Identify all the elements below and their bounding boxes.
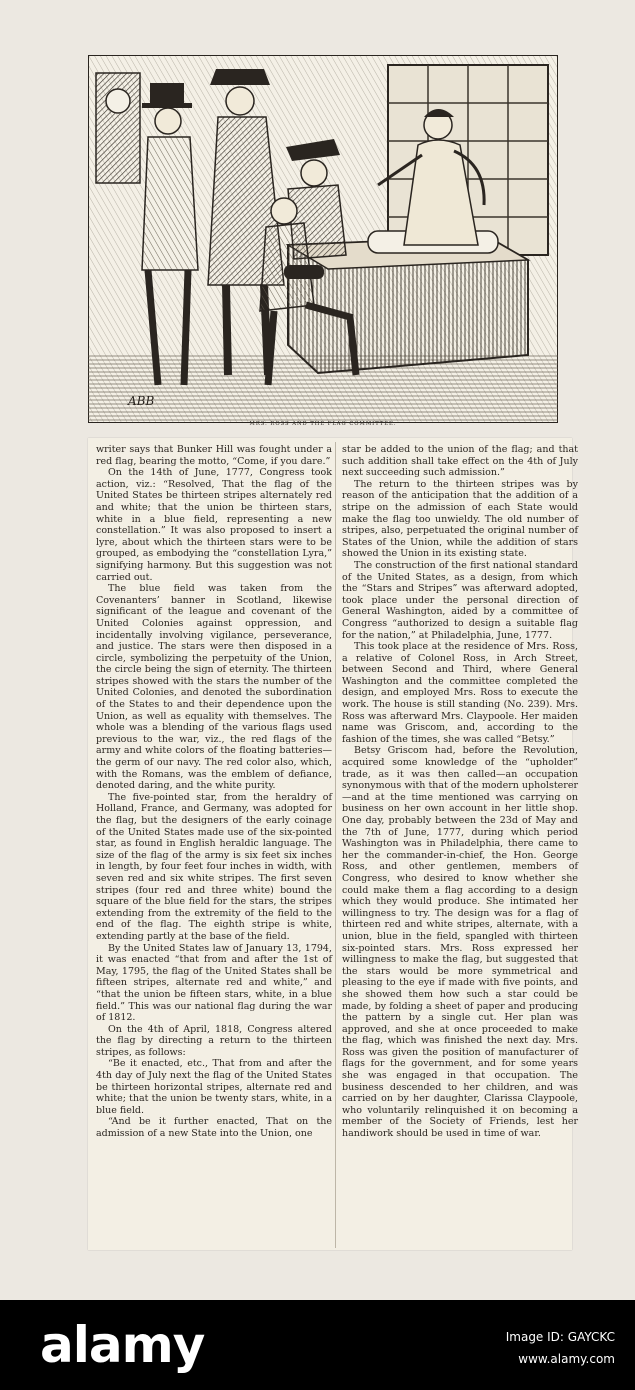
paragraph: The five-pointed star, from the heraldry of Holland, France, and Germany, was adopted for the flag, but the designers of the early coinage of the United States made use of the six-pointed star, as found in English heraldic language. The size of the flag of the army is six feet six inches in length, by four feet four inches in width, with seven red and six white stripes. The first seven stripes (four red and three white) bound the square of the blue field for the stars, the stripes extending from the extremity of the field to the end of the flag. The eighth stripe is white, extending partly at the base of the field. [96, 791, 332, 942]
paragraph: On the 4th of April, 1818, Congress altered the flag by directing a return to the thirteen stripes, as follows: [96, 1023, 332, 1058]
paragraph: The construction of the first national standard of the United States, as a design, from which the “Stars and Stripes” was afterward adopted, took place under the personal direction of General Washington, aided by a committee of Congress “authorized to design a suitable flag for the nation,” at Philadelphia, June, 1777. [342, 559, 578, 641]
paragraph: The blue field was taken from the Covenanters’ banner in Scotland, likewise significant of the league and covenant of the United Colonies against oppression, and incidentally involving vigilance, perseverance, and justice. The stars were then disposed in a circle, symbolizing the perpetuity of the Union, the circle being the sign of eternity. The thirteen stripes showed with the stars the number of the United Colonies, and denoted the subordination of the States to and their dependence upon the Union, as well as equality with themselves. The whole was a blending of the various flags used previous to the war, viz., the red flags of the army and white colors of the floating batteries—the germ of our navy. The red color also, which, with the Romans, was the emblem of defiance, denoted daring, and the white purity. [96, 583, 332, 792]
illustration-caption: MRS. ROSS AND THE FLAG COMMITTEE. [249, 421, 397, 427]
paragraph: “And be it further enacted, That on the admission of a new State into the Union, one [96, 1116, 332, 1140]
paragraph: Betsy Griscom had, before the Revolution, acquired some knowledge of the “upholder” trade, as it was then called—an occupation synonymous with that of the modern upholsterer—and at the time mentioned was carrying on business on her own account in her little shop. One day, probably between the 23d of May and the 7th of June, 1777, during which period Washington was in Philadelphia, there came to her the commander-in-chief, the Hon. George Ross, and other gentlemen, members of Congress, who desired to know whether she could make them a flag according to a design which they would produce. She intimated her willingness to try. The design was for a flag of thirteen red and white stripes, alternate, with a union, blue in the field, spangled with thirteen six-pointed stars. Mrs. Ross expressed her willingness to make the flag, but suggested that the stars would be more symmetrical and pleasing to the eye if made with five points, and she showed them how such a star could be made, by folding a sheet of paper and producing the pattern by a single cut. Her plan was approved, and she at once proceeded to make the flag, which was finished the next day. Mrs. Ross was given the position of manufacturer of flags for the government, and for some years she was engaged in that occupation. The business descended to her children, and was carried on by her daughter, Clarissa Claypoole, who voluntarily relinquished it on becoming a member of the Society of Friends, lest her handiwork should be used in time of war. [342, 745, 578, 1140]
site-url-label: www.alamy.com [518, 1352, 615, 1366]
paragraph: This took place at the residence of Mrs. Ross, a relative of Colonel Ross, in Arch Street, between Second and Third, where General Washington and the committee completed the design, and employed Mrs. Ross to execute the work. The house is still standing (No. 239). Mrs. Ross was afterward Mrs. Claypoole. Her maiden name was Griscom, and, according to the fashion of the times, she was called “Betsy.” [342, 641, 578, 745]
paragraph: “Be it enacted, etc., That from and after the 4th day of July next the flag of the United States be thirteen horizontal stripes, alternate red and white; that the union be twenty stars, white, in a blue field. [96, 1058, 332, 1116]
article-column-left [96, 444, 332, 1140]
paragraph: star be added to the union of the flag; and that such addition shall take effect on the 4th of July next succeeding such admission.” [342, 444, 578, 479]
paragraph: On the 14th of June, 1777, Congress took action, viz.: “Resolved, That the flag of the United States be thirteen stripes alternately red and white; that the union be thirteen stars, white in a blue field, representing a new constellation.” It was also proposed to insert a lyre, about which the thirteen stars were to be grouped, as embodying the “constellation Lyra,” signifying harmony. But this suggestion was not carried out. [96, 467, 332, 583]
article-column-right [342, 444, 578, 1140]
paragraph: The return to the thirteen stripes was by reason of the anticipation that the addition of a stripe on the admission of each State would make the flag too unwieldy. The old number of stripes, also, perpetuated the original number of States of the Union, while the addition of stars showed the Union in its existing state. [342, 478, 578, 560]
alamy-logo: alamy [40, 1316, 205, 1374]
column-divider [335, 442, 336, 1248]
engraving-drawing [88, 55, 558, 423]
image-id-label: Image ID: GAYCKC [505, 1330, 615, 1344]
engraving-illustration [88, 55, 558, 423]
paragraph: By the United States law of January 13, 1794, it was enacted “that from and after the 1st of May, 1795, the flag of the United States shall be fifteen stripes, alternate red and white,” and “that the union be fifteen stars, white, in a blue field.” This was our national flag during the war of 1812. [96, 942, 332, 1024]
paragraph: writer says that Bunker Hill was fought under a red flag, bearing the motto, “Come, if you dare.” [96, 444, 332, 467]
svg-text:ABB: ABB [128, 394, 155, 408]
article-clipping [88, 438, 578, 1250]
stock-footer-bar [0, 1300, 635, 1390]
